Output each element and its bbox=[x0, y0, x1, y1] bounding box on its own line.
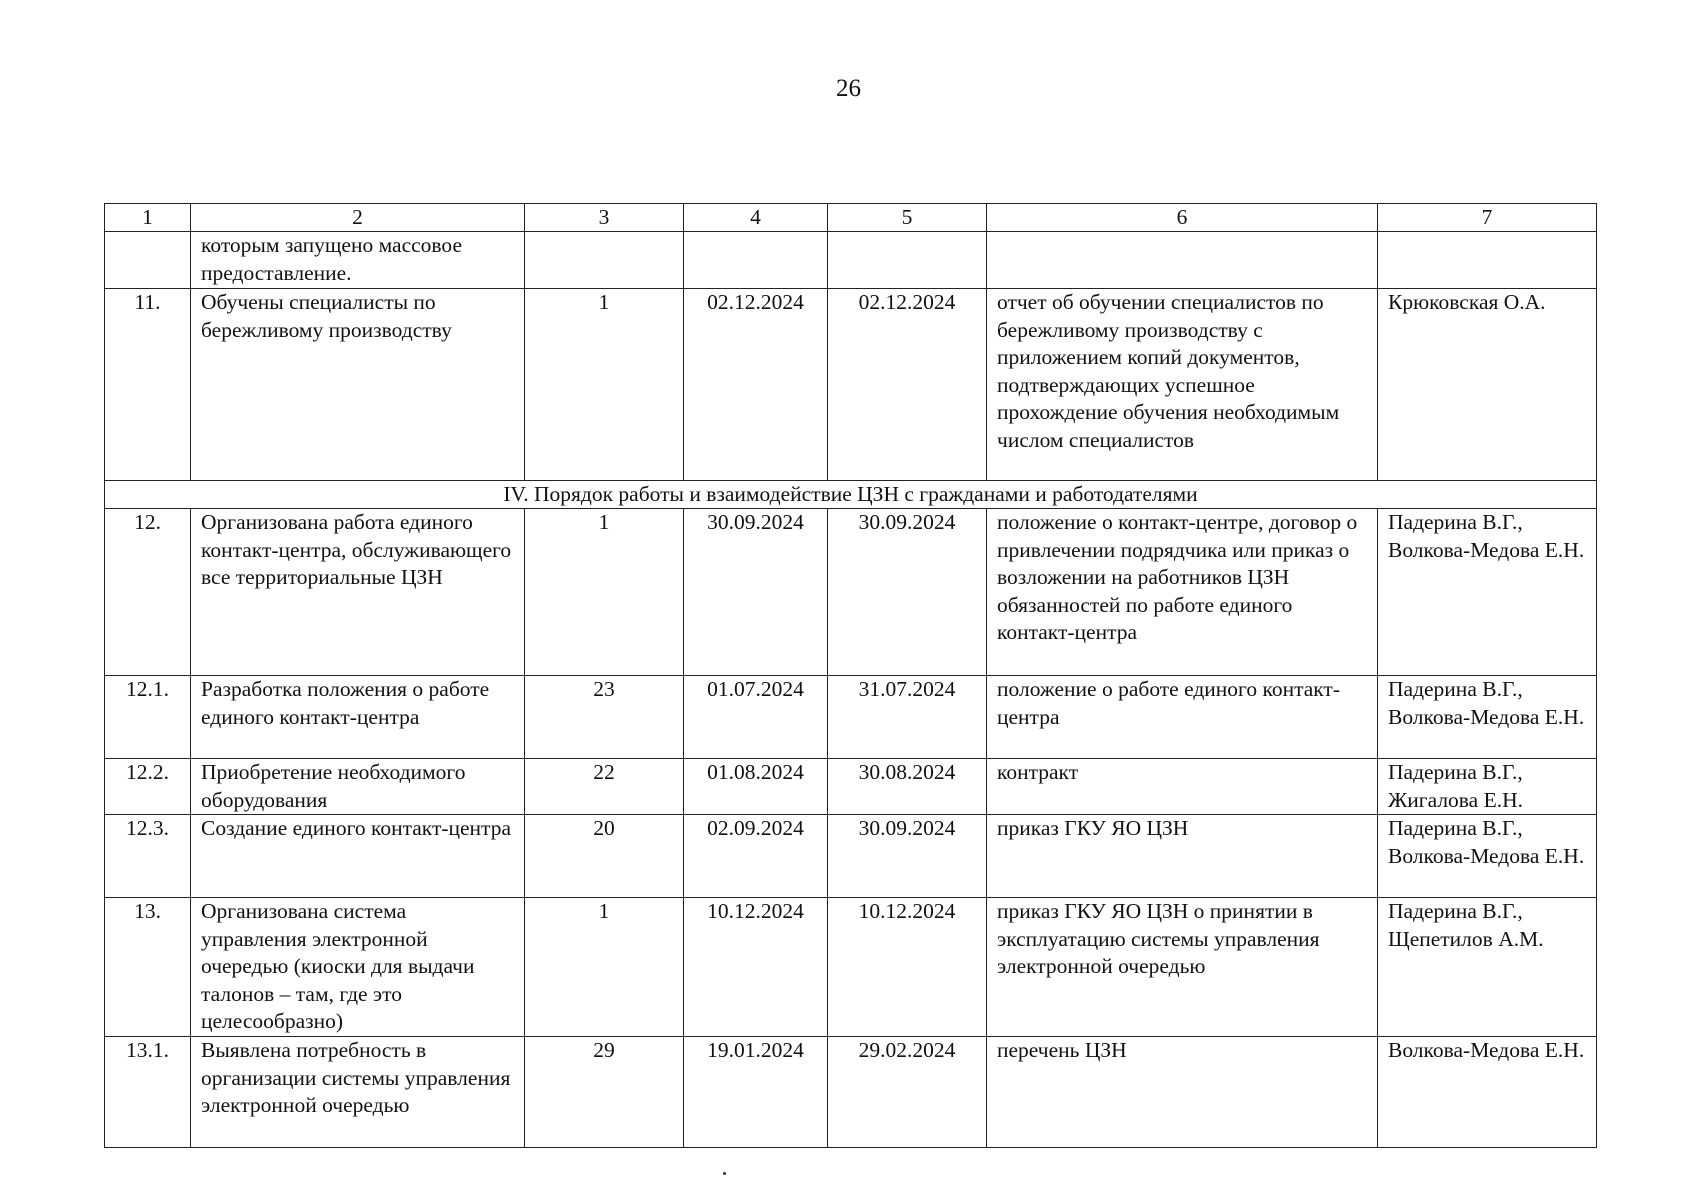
section-title: IV. Порядок работы и взаимодействие ЦЗН с гражданами и работодателями bbox=[105, 481, 1597, 509]
responsible-cell: Волкова-Медова Е.Н. bbox=[1378, 1037, 1597, 1148]
column-header: 3 bbox=[525, 204, 684, 232]
column-header: 6 bbox=[987, 204, 1378, 232]
quantity-cell: 1 bbox=[525, 898, 684, 1037]
end-date-cell: 30.09.2024 bbox=[828, 509, 987, 676]
start-date-cell: 19.01.2024 bbox=[684, 1037, 828, 1148]
task-cell: Приобретение необходимого оборудования bbox=[191, 759, 525, 815]
responsible-cell: Падерина В.Г., Волкова-Медова Е.Н. bbox=[1378, 676, 1597, 759]
start-date-cell: 02.12.2024 bbox=[684, 289, 828, 481]
start-date-cell: 02.09.2024 bbox=[684, 815, 828, 898]
task-cell: которым запущено массовое предоставление. bbox=[191, 232, 525, 289]
scan-speck bbox=[723, 1172, 726, 1175]
table-row bbox=[105, 509, 1597, 676]
end-date-cell: 30.09.2024 bbox=[828, 815, 987, 898]
row-number bbox=[105, 232, 191, 289]
column-header: 4 bbox=[684, 204, 828, 232]
task-cell: Выявлена потребность в организации системы управления электронной очередью bbox=[191, 1037, 525, 1148]
start-date-cell: 01.08.2024 bbox=[684, 759, 828, 815]
result-cell: контракт bbox=[987, 759, 1378, 815]
responsible-cell: Крюковская О.А. bbox=[1378, 289, 1597, 481]
table-row bbox=[105, 898, 1597, 1037]
end-date-cell: 02.12.2024 bbox=[828, 289, 987, 481]
responsible-cell: Падерина В.Г., Волкова-Медова Е.Н. bbox=[1378, 815, 1597, 898]
result-cell: отчет об обучении специалистов по бережливому производству с приложением копий документов, подтверждающих успешное прохождение обучения необходимым числом специалистов bbox=[987, 289, 1378, 481]
result-cell: положение о работе единого контакт-центра bbox=[987, 676, 1378, 759]
start-date-cell bbox=[684, 232, 828, 289]
row-number: 12.3. bbox=[105, 815, 191, 898]
table-row bbox=[105, 1037, 1597, 1148]
task-cell: Разработка положения о работе единого контакт-центра bbox=[191, 676, 525, 759]
end-date-cell: 31.07.2024 bbox=[828, 676, 987, 759]
column-header: 5 bbox=[828, 204, 987, 232]
quantity-cell: 23 bbox=[525, 676, 684, 759]
row-number: 13.1. bbox=[105, 1037, 191, 1148]
section-header-row bbox=[105, 481, 1597, 509]
result-cell: перечень ЦЗН bbox=[987, 1037, 1378, 1148]
end-date-cell: 10.12.2024 bbox=[828, 898, 987, 1037]
column-number-row bbox=[105, 204, 1597, 232]
responsible-cell: Падерина В.Г., Жигалова Е.Н. bbox=[1378, 759, 1597, 815]
task-cell: Создание единого контакт-центра bbox=[191, 815, 525, 898]
responsible-cell bbox=[1378, 232, 1597, 289]
result-cell bbox=[987, 232, 1378, 289]
plan-table bbox=[104, 203, 1597, 1148]
result-cell: приказ ГКУ ЯО ЦЗН bbox=[987, 815, 1378, 898]
end-date-cell: 29.02.2024 bbox=[828, 1037, 987, 1148]
row-number: 12.2. bbox=[105, 759, 191, 815]
result-cell: приказ ГКУ ЯО ЦЗН о принятии в эксплуатацию системы управления электронной очередью bbox=[987, 898, 1378, 1037]
quantity-cell: 1 bbox=[525, 289, 684, 481]
table-row bbox=[105, 815, 1597, 898]
column-header: 7 bbox=[1378, 204, 1597, 232]
quantity-cell: 1 bbox=[525, 509, 684, 676]
end-date-cell bbox=[828, 232, 987, 289]
task-cell: Организована система управления электронной очередью (киоски для выдачи талонов – там, где это целесообразно) bbox=[191, 898, 525, 1037]
row-number: 12. bbox=[105, 509, 191, 676]
result-cell: положение о контакт-центре, договор о привлечении подрядчика или приказ о возложении на работников ЦЗН обязанностей по работе единого контакт-центра bbox=[987, 509, 1378, 676]
responsible-cell: Падерина В.Г., Волкова-Медова Е.Н. bbox=[1378, 509, 1597, 676]
column-header: 2 bbox=[191, 204, 525, 232]
table-row bbox=[105, 676, 1597, 759]
page-number: 26 bbox=[836, 75, 861, 102]
quantity-cell: 29 bbox=[525, 1037, 684, 1148]
quantity-cell: 22 bbox=[525, 759, 684, 815]
task-cell: Обучены специалисты по бережливому производству bbox=[191, 289, 525, 481]
start-date-cell: 01.07.2024 bbox=[684, 676, 828, 759]
table-row bbox=[105, 759, 1597, 815]
quantity-cell bbox=[525, 232, 684, 289]
table-row bbox=[105, 289, 1597, 481]
task-cell: Организована работа единого контакт-центра, обслуживающего все территориальные ЦЗН bbox=[191, 509, 525, 676]
table-row bbox=[105, 232, 1597, 289]
quantity-cell: 20 bbox=[525, 815, 684, 898]
row-number: 13. bbox=[105, 898, 191, 1037]
row-number: 12.1. bbox=[105, 676, 191, 759]
responsible-cell: Падерина В.Г., Щепетилов А.М. bbox=[1378, 898, 1597, 1037]
row-number: 11. bbox=[105, 289, 191, 481]
start-date-cell: 10.12.2024 bbox=[684, 898, 828, 1037]
end-date-cell: 30.08.2024 bbox=[828, 759, 987, 815]
column-header: 1 bbox=[105, 204, 191, 232]
start-date-cell: 30.09.2024 bbox=[684, 509, 828, 676]
